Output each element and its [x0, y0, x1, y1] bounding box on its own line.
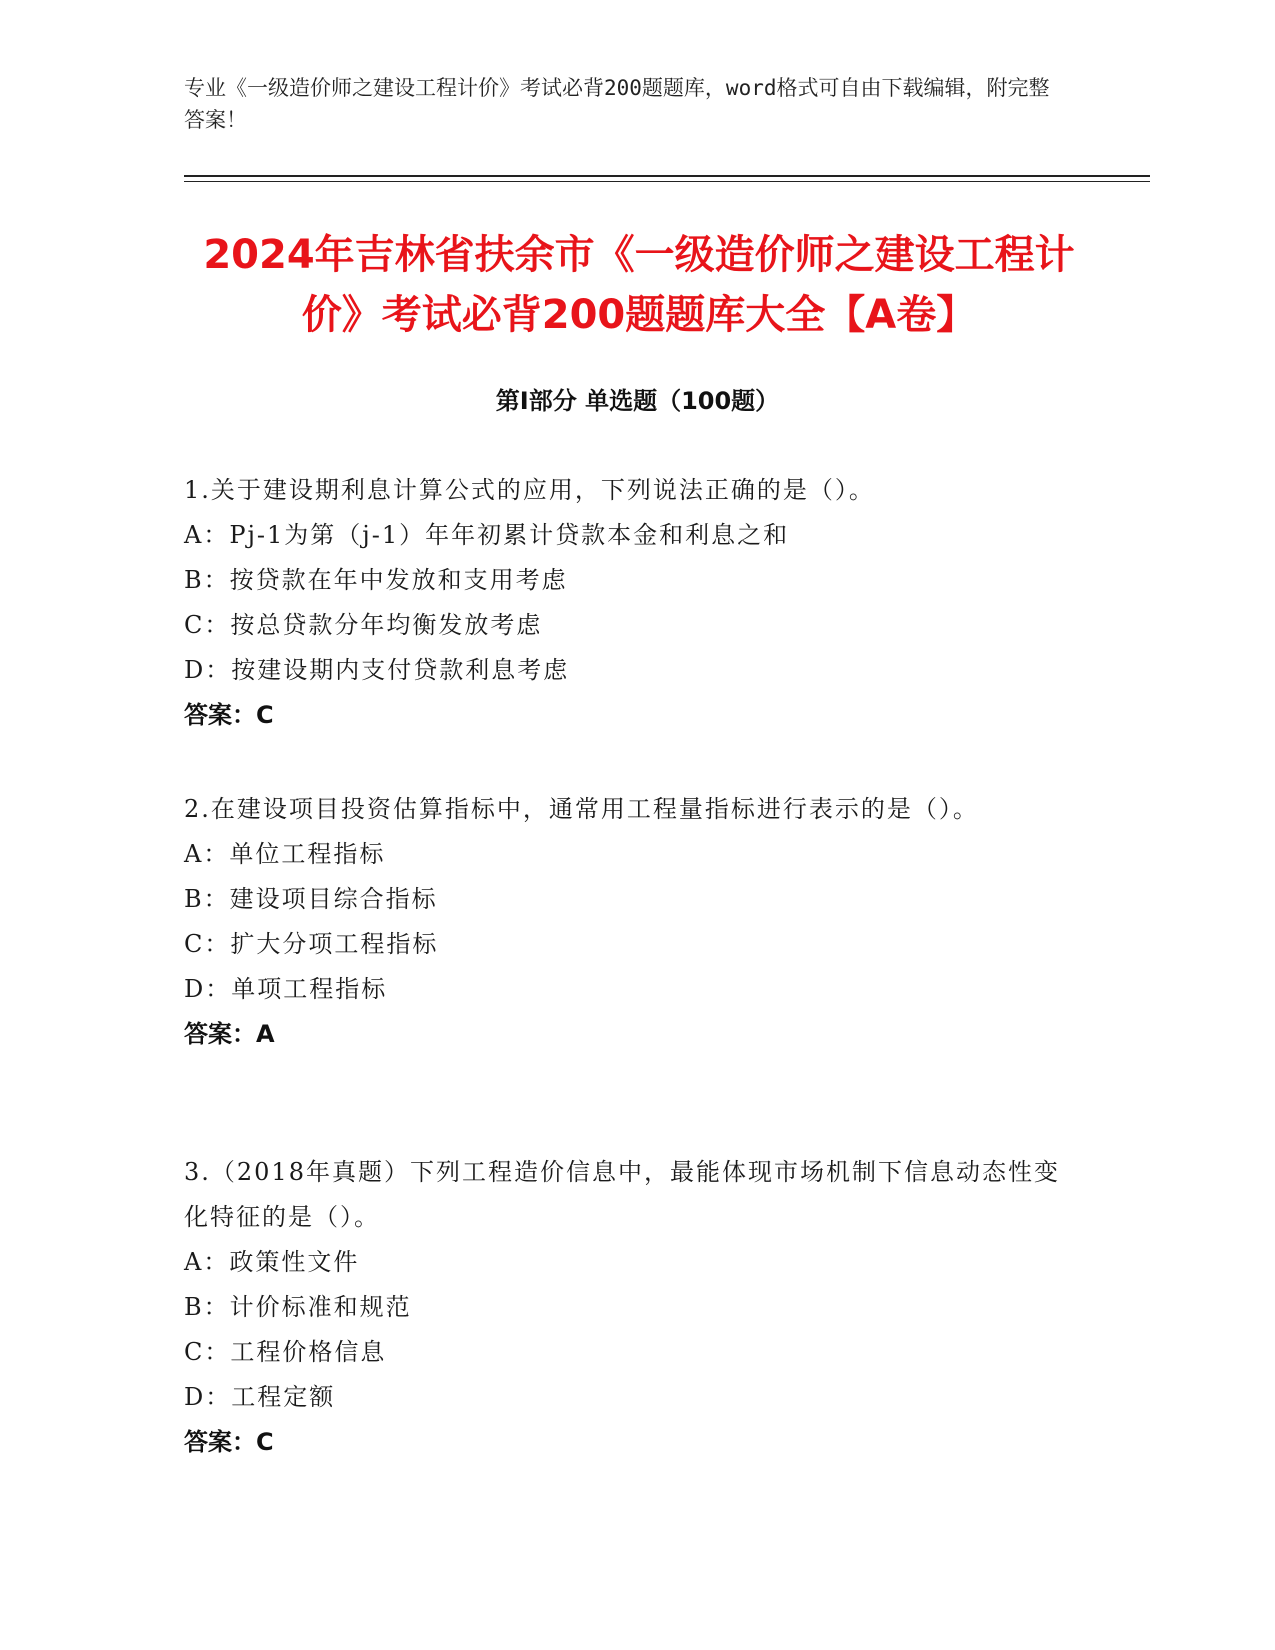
answer: 答案：C	[184, 701, 274, 729]
option-b: B：计价标准和规范	[184, 1293, 412, 1321]
option-d: D：按建设期内支付贷款利息考虑	[184, 656, 570, 684]
header-divider-thick	[184, 175, 1150, 177]
document-title: 2024年吉林省扶余市《一级造价师之建设工程计价》考试必背200题题库大全【A卷】	[203, 232, 1075, 338]
question-stem: 1.关于建设期利息计算公式的应用，下列说法正确的是（）。	[184, 476, 875, 504]
question-block	[184, 468, 1064, 738]
option-c: C：扩大分项工程指标	[184, 930, 439, 958]
option-a: A：单位工程指标	[184, 840, 386, 868]
answer: 答案：A	[184, 1020, 275, 1048]
option-a: A：Pj-1为第（j-1）年年初累计贷款本金和利息之和	[184, 521, 790, 549]
option-d: D：单项工程指标	[184, 975, 388, 1003]
option-b: B：按贷款在年中发放和支用考虑	[184, 566, 568, 594]
question-stem: 3.（2018年真题）下列工程造价信息中，最能体现市场机制下信息动态性变化特征的是（）。	[184, 1158, 1060, 1231]
option-a: A：政策性文件	[184, 1248, 360, 1276]
question-block	[184, 787, 1064, 1057]
option-c: C：工程价格信息	[184, 1338, 387, 1366]
header-note: 专业《一级造价师之建设工程计价》考试必背200题题库，word格式可自由下载编辑，附完整答案！	[184, 76, 1050, 132]
section-heading: 第I部分 单选题（100题）	[495, 387, 780, 415]
answer: 答案：C	[184, 1428, 274, 1456]
option-c: C：按总贷款分年均衡发放考虑	[184, 611, 543, 639]
option-d: D：工程定额	[184, 1383, 336, 1411]
question-stem: 2.在建设项目投资估算指标中，通常用工程量指标进行表示的是（）。	[184, 795, 979, 823]
header-divider-thin	[184, 181, 1150, 182]
question-block	[184, 1150, 1064, 1465]
option-b: B：建设项目综合指标	[184, 885, 438, 913]
